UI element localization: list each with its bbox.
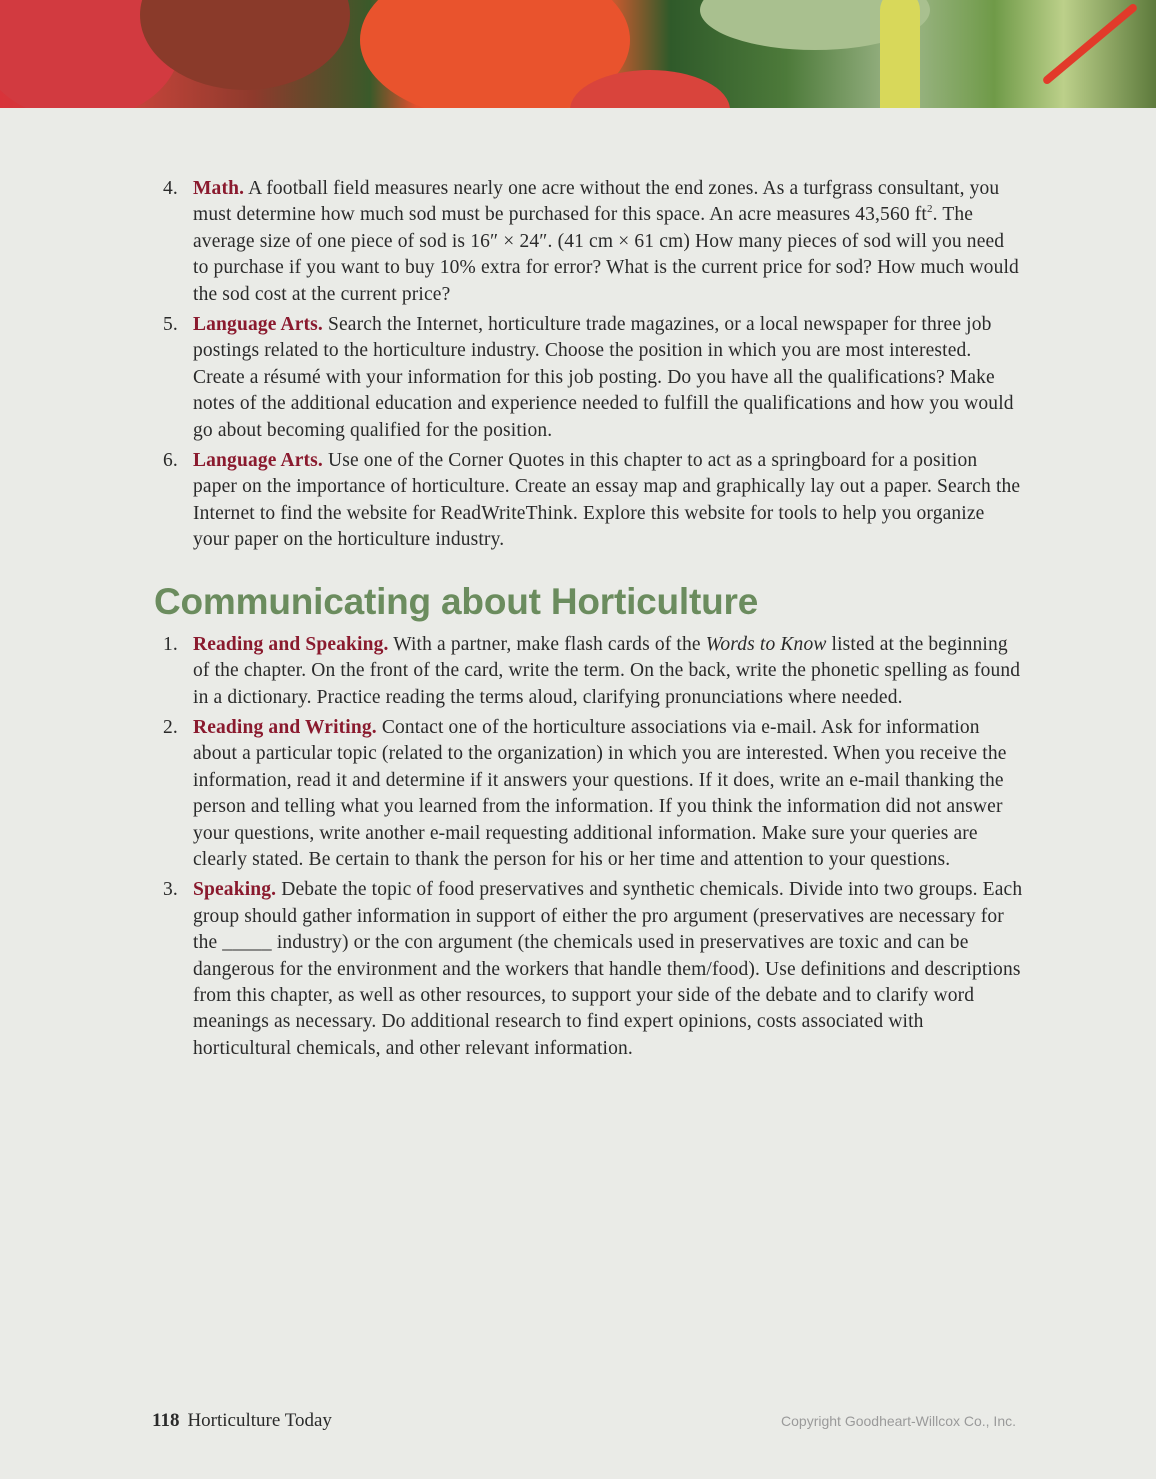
item-text: listed at the beginning of the chapter. On the front of the card, write the term. On the back, write the phonetic spelling as found in a dictionary. Practice reading the terms aloud, clarifying pronunciations where needed. (193, 633, 1021, 708)
item-text: A football field measures nearly one acre without the end zones. As a turfgrass consultant, you must determine how much sod must be purchased for this space. An acre measures 43,560 ft (193, 178, 1000, 226)
item-text: Contact one of the horticulture associations via e-mail. Ask for information about a particular topic (related to the organization) in which you are interested. When you receive the information, read it and determine if it answers your questions. If it does, write an e-mail thanking the person and telling what you learned from the information. If you think the information did not answer your questions, write another e-mail requesting additional information. Make sure your queries are clearly stated. Be certain to thank the person for his or her time and attention to your questions. (193, 716, 1007, 870)
item-text: Use one of the Corner Quotes in this chapter to act as a springboard for a position paper on the importance of horticulture. Create an essay map and graphically lay out a paper. Search the Internet to find the website for ReadWriteThink. Explore this website for tools to help you organize your paper on the horticulture industry. (193, 450, 1021, 551)
list-item (163, 715, 1023, 873)
item-label: Language Arts. (193, 450, 323, 472)
item-text: Search the Internet, horticulture trade magazines, or a local newspaper for three job postings related to the horticulture industry. Choose the position in which you are most interested. Create a résumé with your information for this job posting. Do you have all the qualifications? Make notes of the additional education and experience needed to fulfill the qualifications and how you would go about becoming qualified for the position. (193, 314, 1014, 441)
item-number: 5. (163, 314, 178, 336)
list-item (163, 448, 1023, 554)
communicating-list (163, 632, 1023, 1063)
list-item (163, 877, 1023, 1062)
section-heading: Communicating about Horticulture (154, 580, 759, 622)
item-text: . The average size of one piece of sod is 16″ × 24″. (41 cm × 61 cm) How many pieces of sod will you need to purchase if you want to buy 10% extra for error? What is the current price for sod? How much would the sod cost at the current price? (193, 204, 1019, 305)
list-item (163, 312, 1023, 444)
superscript: 2 (926, 203, 933, 216)
item-label: Speaking. (193, 879, 277, 901)
item-number: 3. (163, 879, 178, 901)
item-label: Reading and Writing. (193, 716, 377, 738)
item-text: Debate the topic of food preservatives and synthetic chemicals. Divide into two groups. Each group should gather information in support of either the pro argument (preservatives are necessary for the _____ industry) or the con argument (the chemicals used in preservatives are toxic and can be dangerous for the environment and the workers that handle them/food). Use definitions and descriptions from this chapter, as well as other resources, to support your side of the debate and to clarify word meanings as necessary. Do additional research to find expert opinions, costs associated with horticultural chemicals, and other relevant information. (193, 879, 1023, 1059)
item-label: Reading and Speaking. (193, 633, 389, 655)
list-item (163, 632, 1023, 711)
copyright: Copyright Goodheart-Willcox Co., Inc. (781, 1413, 1016, 1429)
item-text: With a partner, make flash cards of the (388, 633, 706, 655)
item-number: 2. (163, 716, 178, 738)
book-title: Horticulture Today (187, 1410, 332, 1431)
item-number: 6. (163, 450, 178, 472)
page-content (154, 176, 1023, 1066)
exercise-list-continued (163, 176, 1023, 554)
item-label: Math. (193, 178, 245, 199)
italic-term: Words to Know (705, 633, 827, 655)
list-item (163, 176, 1023, 308)
header-photo-beets (0, 0, 1156, 108)
folio (152, 1410, 332, 1432)
page-footer (152, 1410, 1016, 1432)
page-number: 118 (152, 1410, 180, 1431)
item-number: 4. (163, 178, 178, 199)
item-label: Language Arts. (193, 314, 323, 336)
item-number: 1. (163, 633, 178, 655)
